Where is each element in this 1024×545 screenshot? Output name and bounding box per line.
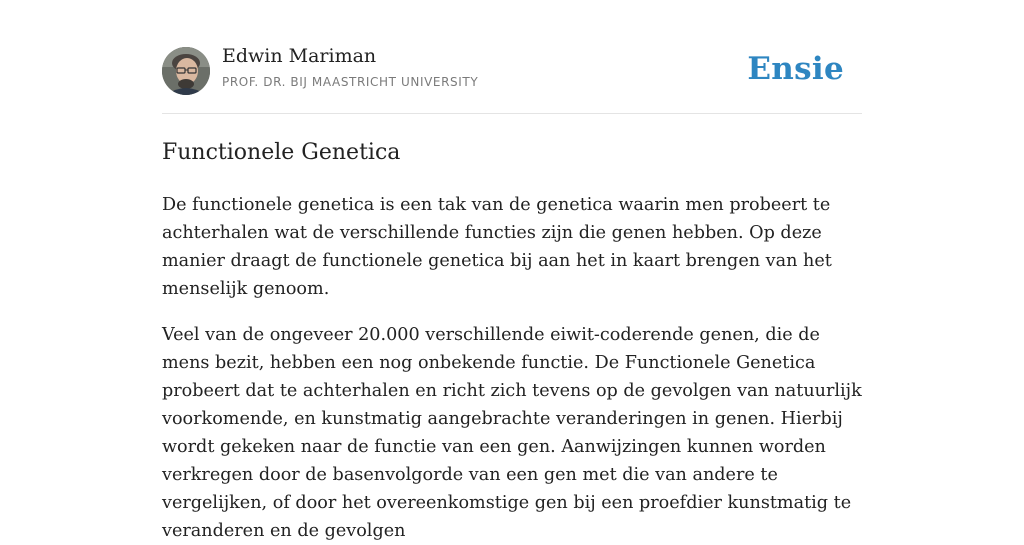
author-avatar[interactable] bbox=[162, 47, 210, 95]
author-title: PROF. DR. BIJ MAASTRICHT UNIVERSITY bbox=[222, 75, 479, 89]
definition-card bbox=[162, 0, 862, 545]
article-paragraph: Veel van de ongeveer 20.000 verschillende eiwit-coderende genen, die de mens bezit, hebben een nog onbekende functie. De Functionele Genetica probeert dat te achterhalen en richt zich tevens op de gevolgen van natuurlijk voorkomende, en kunstmatig aangebrachte veranderingen in genen. Hierbij wordt gekeken naar de functie van een gen. Aanwijzingen kunnen worden verkregen door de basenvolgorde van een gen met die van andere te vergelijken, of door het overeenkomstige gen bij een proefdier kunstmatig te veranderen en de gevolgen bbox=[162, 325, 862, 541]
author-name[interactable]: Edwin Mariman bbox=[222, 45, 377, 67]
brand-logo[interactable]: Ensie bbox=[747, 51, 844, 87]
article-title: Functionele Genetica bbox=[162, 140, 401, 165]
article-paragraph: De functionele genetica is een tak van de genetica waarin men probeert te achterhalen wat de verschillende functies zijn die genen hebben. Op deze manier draagt de functionele genetica bij aan het in kaart brengen van het menselijk genoom. bbox=[162, 195, 832, 299]
user-photo-icon bbox=[162, 47, 210, 95]
author-header bbox=[162, 0, 862, 114]
